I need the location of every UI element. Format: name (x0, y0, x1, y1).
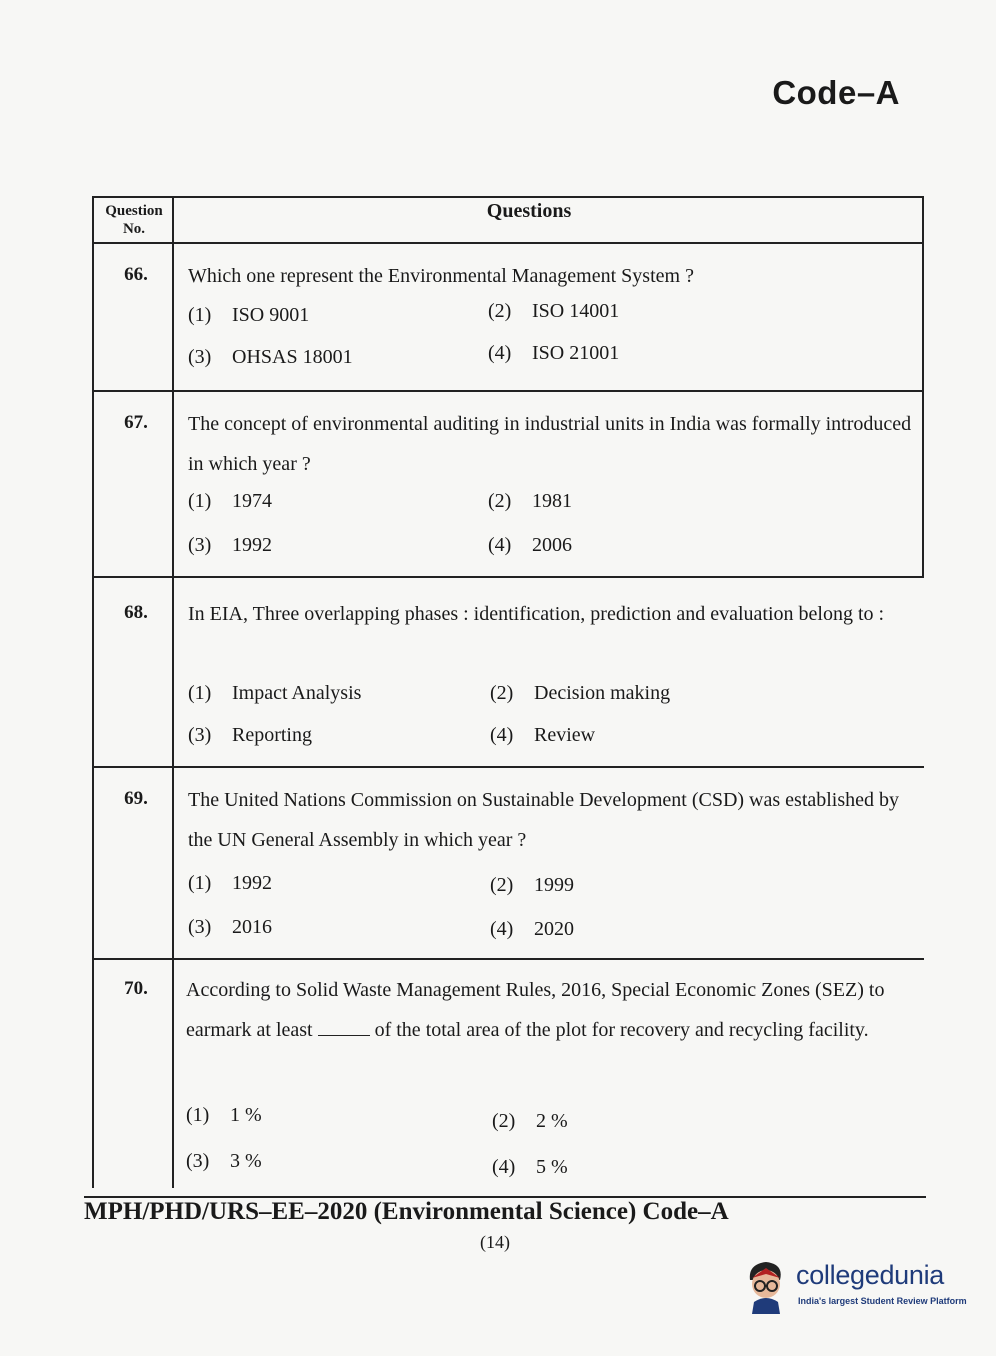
option-text: 1999 (534, 874, 574, 896)
option-2 (490, 874, 574, 897)
footer-paper-code: MPH/PHD/URS–EE–2020 (Environmental Science) Code–A (84, 1198, 729, 1225)
question-number: 67. (124, 412, 148, 433)
option-2 (492, 1110, 568, 1133)
option-number: (3) (188, 916, 212, 938)
option-4 (492, 1156, 568, 1179)
option-text: 2 % (536, 1110, 568, 1132)
option-3 (188, 724, 312, 747)
question-row-67 (94, 392, 924, 578)
header-question-no: Question No. (105, 203, 163, 237)
option-text: Decision making (534, 682, 671, 704)
option-1 (188, 304, 309, 327)
brand-tagline: India's largest Student Review Platform (798, 1296, 967, 1306)
brand-watermark (740, 1258, 966, 1316)
option-text: 2020 (534, 918, 574, 940)
option-4 (488, 342, 619, 365)
question-text: In EIA, Three overlapping phases : identification, prediction and evaluation belong to : (188, 603, 885, 625)
option-number: (3) (186, 1150, 210, 1172)
page-number: (14) (480, 1232, 510, 1252)
question-row-68 (94, 578, 924, 768)
option-3 (186, 1150, 262, 1173)
option-number: (4) (488, 342, 512, 364)
mascot-logo-icon (740, 1258, 792, 1314)
option-text: ISO 14001 (532, 300, 620, 322)
option-number: (1) (188, 872, 212, 894)
fill-in-blank (318, 1021, 370, 1036)
option-text: 5 % (536, 1156, 568, 1178)
option-number: (4) (488, 534, 512, 556)
option-text: ISO 21001 (532, 342, 620, 364)
question-row-69 (94, 768, 924, 960)
option-text: 1974 (232, 490, 272, 512)
option-3 (188, 916, 272, 939)
option-text: 1 % (230, 1104, 262, 1126)
question-text-part: of the total area of the plot for recovery and recycling facility. (374, 1019, 869, 1041)
option-text: 1992 (232, 534, 272, 556)
option-1 (186, 1104, 262, 1127)
option-number: (2) (488, 300, 512, 322)
option-number: (3) (188, 724, 212, 746)
question-row-66 (94, 244, 924, 392)
option-number: (4) (490, 918, 514, 940)
option-3 (188, 346, 353, 369)
option-text: OHSAS 18001 (232, 346, 353, 368)
option-text: ISO 9001 (232, 304, 310, 326)
question-table (92, 196, 924, 1188)
option-number: (1) (186, 1104, 210, 1126)
brand-name: collegedunia (796, 1260, 945, 1290)
table-header (94, 198, 924, 244)
option-2 (488, 300, 619, 323)
option-text: Reporting (232, 724, 312, 746)
option-number: (3) (188, 534, 212, 556)
option-4 (490, 724, 595, 747)
option-text: Review (534, 724, 596, 746)
option-2 (488, 490, 572, 513)
question-text-part: According to Solid Waste Management Rules, 2016, Special Economic Zones (SEZ) to earmark at least (186, 979, 885, 1041)
option-number: (1) (188, 490, 212, 512)
question-text: Which one represent the Environmental Management System ? (188, 265, 694, 287)
question-text (186, 970, 918, 1050)
question-text: The concept of environmental auditing in industrial units in India was formally introduced in which year ? (188, 413, 912, 475)
option-text: 2006 (532, 534, 572, 556)
option-text: Impact Analysis (232, 682, 362, 704)
option-number: (3) (188, 346, 212, 368)
option-1 (188, 872, 272, 895)
option-number: (2) (488, 490, 512, 512)
option-text: 2016 (232, 916, 272, 938)
option-1 (188, 490, 272, 513)
option-number: (2) (490, 682, 514, 704)
option-number: (4) (490, 724, 514, 746)
question-number: 66. (124, 264, 148, 285)
paper-code: Code–A (772, 74, 900, 111)
question-row-70 (94, 960, 924, 1186)
option-1 (188, 682, 361, 705)
question-number: 69. (124, 788, 148, 809)
question-text: The United Nations Commission on Sustainable Development (CSD) was established by the UN General Assembly in which year ? (188, 789, 900, 851)
option-number: (2) (490, 874, 514, 896)
header-questions: Questions (486, 200, 572, 222)
question-number: 70. (124, 978, 148, 999)
option-number: (4) (492, 1156, 516, 1178)
option-text: 1981 (532, 490, 572, 512)
option-text: 3 % (230, 1150, 262, 1172)
option-4 (490, 918, 574, 941)
option-number: (1) (188, 304, 212, 326)
option-2 (490, 682, 670, 705)
option-4 (488, 534, 572, 557)
question-number: 68. (124, 602, 148, 623)
option-3 (188, 534, 272, 557)
option-text: 1992 (232, 872, 272, 894)
option-number: (2) (492, 1110, 516, 1132)
option-number: (1) (188, 682, 212, 704)
